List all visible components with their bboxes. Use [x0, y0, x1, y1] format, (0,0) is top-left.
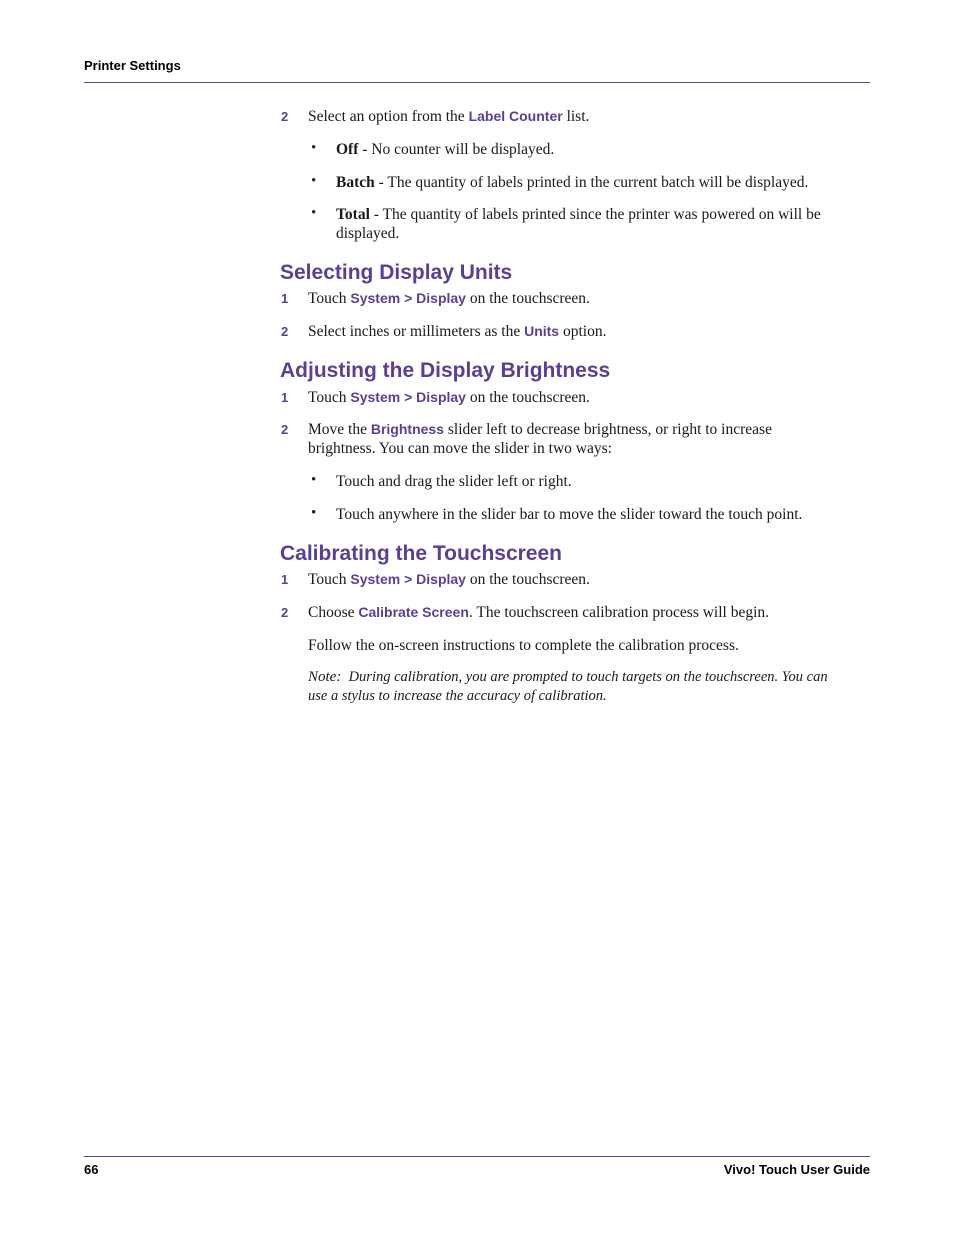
- ui-system-display: System > Display: [350, 389, 466, 405]
- ui-calibrate-screen: Calibrate Screen: [358, 604, 469, 620]
- step-number: 1: [281, 572, 289, 587]
- bullet-dot: •: [311, 173, 317, 189]
- step-text: Select an option from the Label Counter list.: [308, 108, 590, 125]
- step-number: 2: [281, 605, 289, 620]
- page-number: 66: [84, 1162, 99, 1177]
- section-heading-calibrate: Calibrating the Touchscreen: [280, 542, 562, 565]
- footer-rule: [84, 1156, 870, 1157]
- bullet-item: Touch anywhere in the slider bar to move the slider toward the touch point.: [336, 506, 803, 523]
- note: Note: During calibration, you are prompted to touch targets on the touchscreen. You can use a stylus to increase the accuracy of calibration.: [308, 669, 828, 704]
- step-text: Select inches or millimeters as the Units option.: [308, 323, 607, 340]
- bullet-dot: •: [311, 472, 317, 488]
- ui-brightness: Brightness: [370, 421, 444, 437]
- bullet-item: Batch - The quantity of labels printed in the current batch will be displayed.: [336, 174, 809, 191]
- bullet-dot: •: [311, 205, 317, 221]
- section-heading-units: Selecting Display Units: [280, 261, 513, 284]
- step-number: 2: [281, 324, 289, 339]
- bullet-item: Touch and drag the slider left or right.: [336, 473, 572, 490]
- ui-system-display: System > Display: [350, 571, 466, 587]
- running-header: Printer Settings: [84, 58, 181, 73]
- step-number: 1: [281, 390, 289, 405]
- step-text: Touch System > Display on the touchscreen.: [308, 290, 590, 307]
- ui-units: Units: [524, 323, 560, 339]
- step-text: Touch System > Display on the touchscreen.: [308, 389, 590, 406]
- bullet-dot: •: [311, 505, 317, 521]
- step-text: Move the Brightness slider left to decrease brightness, or right to increase brightness. You can move the slider in two ways:: [308, 421, 772, 457]
- ui-label-counter: Label Counter: [468, 108, 563, 124]
- bullet-item: Off - No counter will be displayed.: [336, 141, 555, 158]
- ui-system-display: System > Display: [350, 290, 466, 306]
- step-number: 2: [281, 109, 289, 124]
- step-number: 2: [281, 422, 289, 437]
- instruction-text: Follow the on-screen instructions to complete the calibration process.: [308, 637, 739, 654]
- guide-title: Vivo! Touch User Guide: [723, 1162, 870, 1177]
- section-heading-brightness: Adjusting the Display Brightness: [280, 359, 611, 382]
- bullet-item: Total - The quantity of labels printed since the printer was powered on will be displayed.: [336, 206, 821, 242]
- step-number: 1: [281, 291, 289, 306]
- bullet-dot: •: [311, 140, 317, 156]
- step-text: Choose Calibrate Screen. The touchscreen calibration process will begin.: [308, 604, 770, 621]
- step-text: Touch System > Display on the touchscreen.: [308, 571, 590, 588]
- note-label: Note:: [308, 669, 342, 685]
- header-rule: [84, 82, 870, 83]
